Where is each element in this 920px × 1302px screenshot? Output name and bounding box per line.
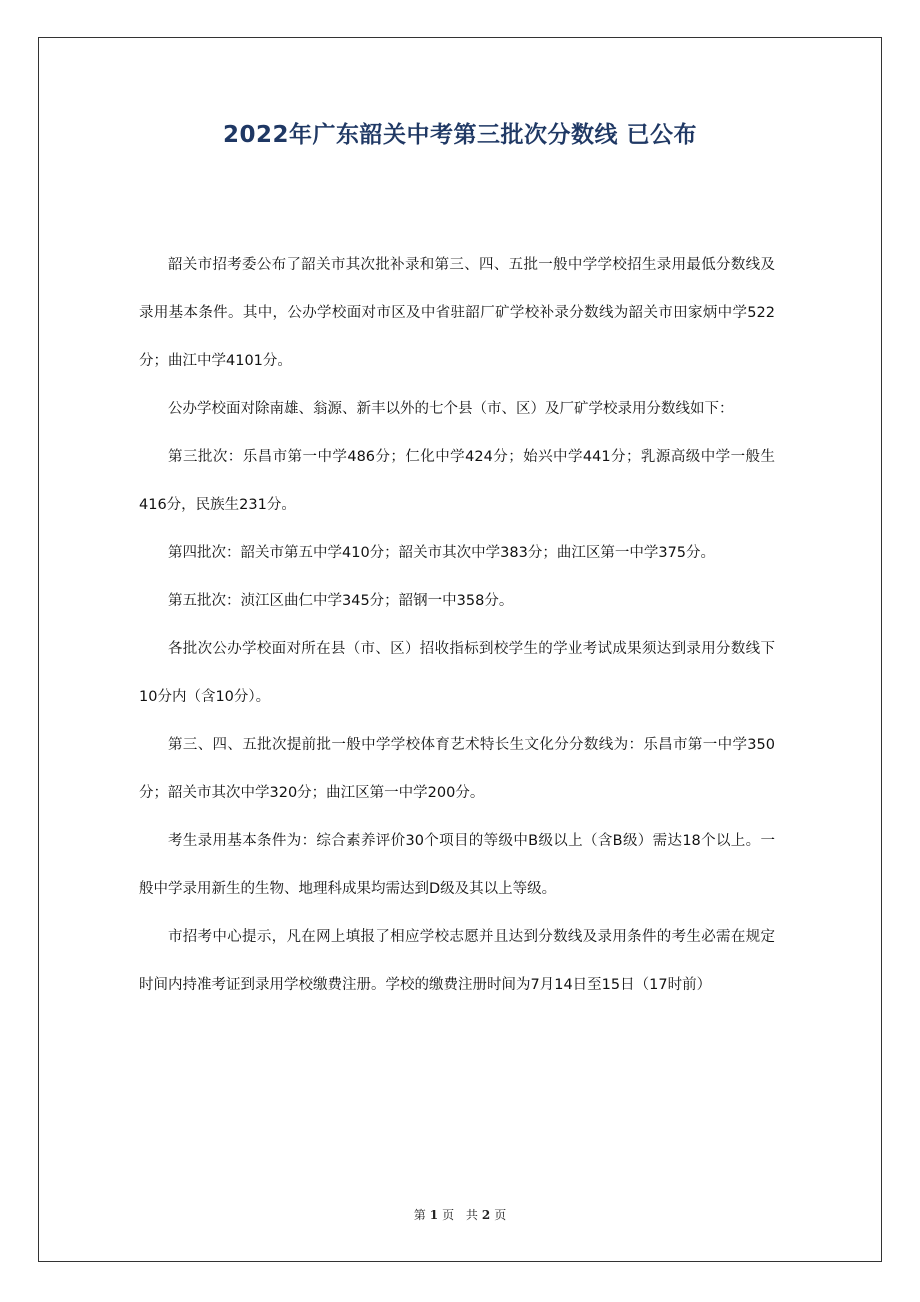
paragraph-specialty: 第三、四、五批次提前批一般中学学校体育艺术特长生文化分分数线为：乐昌市第一中学350分；韶关市其次中学320分；曲江区第一中学200分。 (139, 737, 775, 801)
page-current: 1 (429, 1208, 439, 1222)
paragraph-batch-3: 第三批次：乐昌市第一中学486分；仁化中学424分；始兴中学441分；乳源高级中学一般生416分，民族生231分。 (139, 449, 775, 513)
page-prefix: 第 (413, 1208, 426, 1222)
paragraph-county-schools: 公办学校面对除南雄、翁源、新丰以外的七个县（市、区）及厂矿学校录用分数线如下： (168, 401, 734, 417)
page-unit: 页 (442, 1208, 455, 1222)
page-total (464, 1208, 508, 1222)
total-unit: 页 (494, 1208, 507, 1222)
total-count: 2 (481, 1208, 491, 1222)
paragraph-batch-4: 第四批次：韶关市第五中学410分；韶关市其次中学383分；曲江区第一中学375分。 (168, 545, 716, 561)
total-prefix: 共 (465, 1208, 478, 1222)
paragraph-batch-5: 第五批次：浈江区曲仁中学345分；韶钢一中358分。 (168, 593, 514, 609)
paragraph-intro: 韶关市招考委公布了韶关市其次批补录和第三、四、五批一般中学学校招生录用最低分数线及录用基本条件。其中，公办学校面对市区及中省驻韶厂矿学校补录分数线为韶关市田家炳中学522分；曲江中学4101分。 (139, 257, 775, 369)
document-body (139, 241, 775, 1009)
paragraph-quota: 各批次公办学校面对所在县（市、区）招收指标到校学生的学业考试成果须达到录用分数线下10分内（含10分）。 (139, 641, 775, 705)
document-title: 2022年广东韶关中考第三批次分数线 已公布 (222, 122, 698, 148)
page-footer (0, 1206, 920, 1224)
page-number (412, 1208, 456, 1222)
paragraph-registration: 市招考中心提示，凡在网上填报了相应学校志愿并且达到分数线及录用条件的考生必需在规定时间内持准考证到录用学校缴费注册。学校的缴费注册时间为7月14日至15日（17时前） (139, 929, 775, 993)
paragraph-conditions: 考生录用基本条件为：综合素养评价30个项目的等级中B级以上（含B级）需达18个以上。一般中学录用新生的生物、地理科成果均需达到D级及其以上等级。 (139, 833, 775, 897)
